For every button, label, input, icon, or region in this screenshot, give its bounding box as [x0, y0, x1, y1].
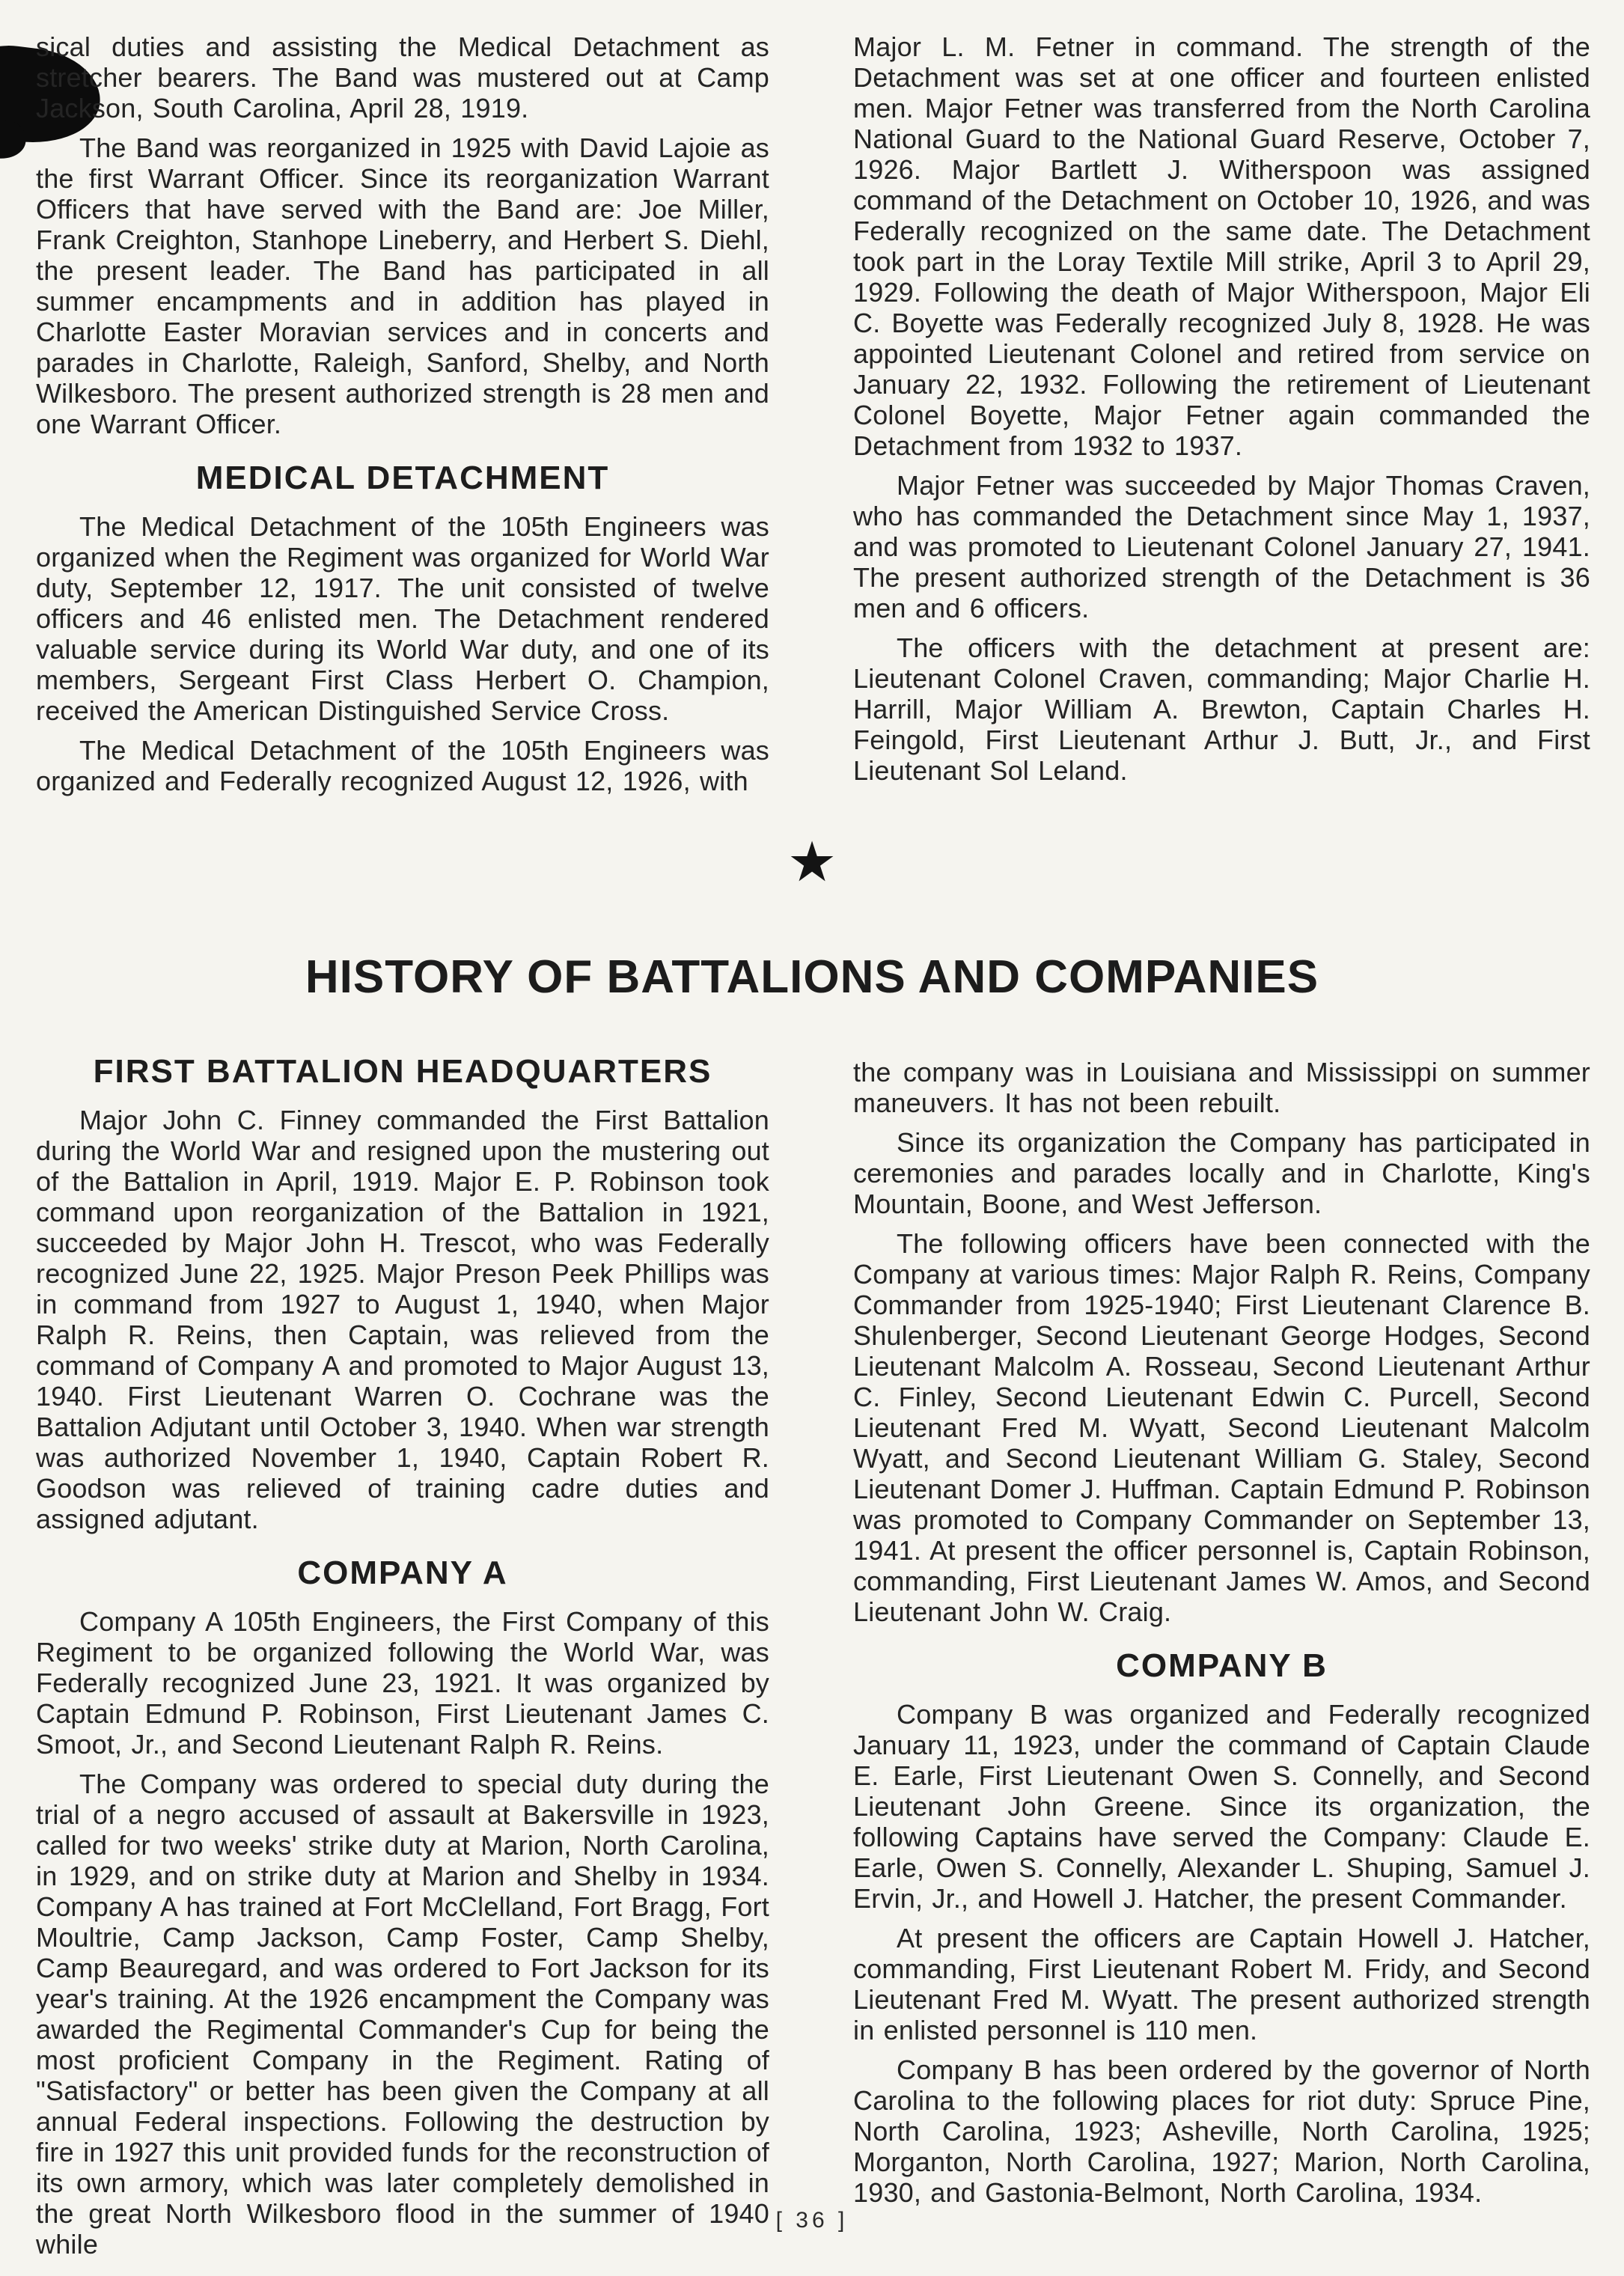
column-bottom-right [853, 1057, 1590, 2208]
paragraph: Since its organization the Company has participated in ceremonies and parades locally and in Charlotte, King's Mountain, Boone, and West Jefferson. [853, 1127, 1590, 1219]
paragraph: The following officers have been connected with the Company at various times: Major Ralph R. Reins, Company Commander from 1925-1940; First Lieutenant Clarence B. Shulenberger, Second Lieutenant George Hodges, Second Lieutenant Malcolm A. Rosseau, Second Lieutenant Arthur C. Finley, Second Lieutenant Edwin C. Purcell, Second Lieutenant Fred M. Wyatt, Second Lieutenant Malcolm Wyatt, and Second Lieutenant William G. Staley, Second Lieutenant Domer J. Huffman. Captain Edmund P. Robinson was promoted to Company Commander on September 13, 1941. At present the officer personnel is, Captain Robinson, commanding, First Lieutenant James W. Amos, and Second Lieutenant John W. Craig. [853, 1228, 1590, 1627]
section-heading-first-battalion-headquarters: FIRST BATTALION HEADQUARTERS [93, 1053, 712, 1090]
column-bottom-left [36, 1054, 769, 2260]
paragraph: Major L. M. Fetner in command. The strength of the Detachment was set at one officer and fourteen enlisted men. Major Fetner was transferred from the North Carolina National Guard to the National Guard Reserve, October 7, 1926. Major Bartlett J. Witherspoon was assigned command of the Detachment on October 10, 1926, and was Federally recognized on the same date. The Detachment took part in the Loray Textile Mill strike, April 3 to April 29, 1929. Following the death of Major Witherspoon, Major Eli C. Boyette was Federally recognized July 8, 1928. He was appointed Lieutenant Colonel and retired from service on January 22, 1932. Following the retirement of Lieutenant Colonel Boyette, Major Fetner again commanded the Detachment from 1932 to 1937. [853, 31, 1590, 461]
paragraph: The Company was ordered to special duty during the trial of a negro accused of assault at Bakersville in 1923, called for two weeks' strike duty at Marion, North Carolina, in 1929, and on strike duty at Marion and Shelby in 1934. Company A has trained at Fort McClelland, Fort Bragg, Fort Moultrie, Camp Jackson, Camp Foster, Camp Shelby, Camp Beauregard, and was ordered to Fort Jackson for its year's training. At the 1926 encampment the Company was awarded the Regimental Commander's Cup for being the most proficient Company in the Regiment. Rating of "Satisfactory" or better has been given the Company at all annual Federal inspections. Following the destruction by fire in 1927 this unit provided funds for the reconstruction of its own armory, which was later completely demolished in the great North Wilkesboro flood in the summer of 1940 while [36, 1769, 769, 2260]
paragraph: Company A 105th Engineers, the First Company of this Regiment to be organized following the World War, was Federally recognized June 23, 1921. It was organized by Captain Edmund P. Robinson, First Lieutenant James C. Smoot, Jr., and Second Lieutenant Ralph R. Reins. [36, 1606, 769, 1760]
section-heading-company-b: COMPANY B [1116, 1647, 1328, 1684]
section-heading-medical-detachment: MEDICAL DETACHMENT [195, 460, 610, 496]
paragraph: Major Fetner was succeeded by Major Thomas Craven, who has commanded the Detachment since May 1, 1937, and was promoted to Lieutenant Colonel January 27, 1941. The present authorized strength of the Detachment is 36 men and 6 officers. [853, 470, 1590, 623]
column-top-right [853, 31, 1590, 786]
paragraph: The Medical Detachment of the 105th Engineers was organized when the Regiment was organized for World War duty, September 12, 1917. The unit consisted of twelve officers and 46 enlisted men. The Detachment rendered valuable service during its World War duty, and one of its members, Sergeant First Class Herbert O. Champion, received the American Distinguished Service Cross. [36, 511, 769, 726]
section-heading-company-a: COMPANY A [297, 1555, 508, 1591]
paragraph: The Band was reorganized in 1925 with David Lajoie as the first Warrant Officer. Since its reorganization Warrant Officers that have served with the Band are: Joe Miller, Frank Creighton, Stanhope Lineberry, and Herbert S. Diehl, the present leader. The Band has participated in all summer encampments and in addition has played in Charlotte Easter Moravian services and in concerts and parades in Charlotte, Raleigh, Sanford, Shelby, and North Wilkesboro. The present authorized strength is 28 men and one Warrant Officer. [36, 132, 769, 439]
paragraph: The Medical Detachment of the 105th Engineers was organized and Federally recognized August 12, 1926, with [36, 735, 769, 796]
paragraph: the company was in Louisiana and Mississippi on summer maneuvers. It has not been rebuilt. [853, 1057, 1590, 1118]
paragraph: The officers with the detachment at present are: Lieutenant Colonel Craven, commanding; Major Charlie H. Harrill, Major William A. Brewton, Captain Charles H. Feingold, First Lieutenant Arthur J. Butt, Jr., and First Lieutenant Sol Leland. [853, 632, 1590, 786]
paragraph: At present the officers are Captain Howell J. Hatcher, commanding, First Lieutenant Robert M. Fridy, and Second Lieutenant Fred M. Wyatt. The present authorized strength in enlisted personnel is 110 men. [853, 1923, 1590, 2045]
paragraph: Company B was organized and Federally recognized January 11, 1923, under the command of Captain Claude E. Earle, First Lieutenant Owen S. Connelly, and Second Lieutenant John Greene. Since its organization, the following Captains have served the Company: Claude E. Earle, Owen S. Connelly, Alexander L. Shuping, Samuel J. Ervin, Jr., and Howell J. Hatcher, the present Commander. [853, 1699, 1590, 1914]
paragraph: Major John C. Finney commanded the First Battalion during the World War and resigned upon the mustering out of the Battalion in April, 1919. Major E. P. Robinson took command upon reorganization of the Battalion in 1921, succeeded by Major John H. Trescot, who was Federally recognized June 22, 1925. Major Preson Peek Phillips was in command from 1927 to August 1, 1940, when Major Ralph R. Reins, then Captain, was relieved from the command of Company A and promoted to Major August 13, 1940. First Lieutenant Warren O. Cochrane was the Battalion Adjutant until October 3, 1940. When war strength was authorized November 1, 1940, Captain Robert R. Goodson was relieved of training cadre duties and assigned adjutant. [36, 1105, 769, 1534]
paragraph: Company B has been ordered by the governor of North Carolina to the following places for riot duty: Spruce Pine, North Carolina, 1923; Asheville, North Carolina, 1925; Morganton, North Carolina, 1927; Marion, North Carolina, 1930, and Gastonia-Belmont, North Carolina, 1934. [853, 2054, 1590, 2208]
paragraph: sical duties and assisting the Medical Detachment as stretcher bearers. The Band was mustered out at Camp Jackson, South Carolina, April 28, 1919. [36, 31, 769, 123]
column-top-left [36, 31, 769, 796]
star-icon: ★ [787, 831, 837, 893]
page-number: [ 36 ] [775, 2208, 849, 2233]
page-title: HISTORY OF BATTALIONS AND COMPANIES [305, 951, 1319, 1003]
